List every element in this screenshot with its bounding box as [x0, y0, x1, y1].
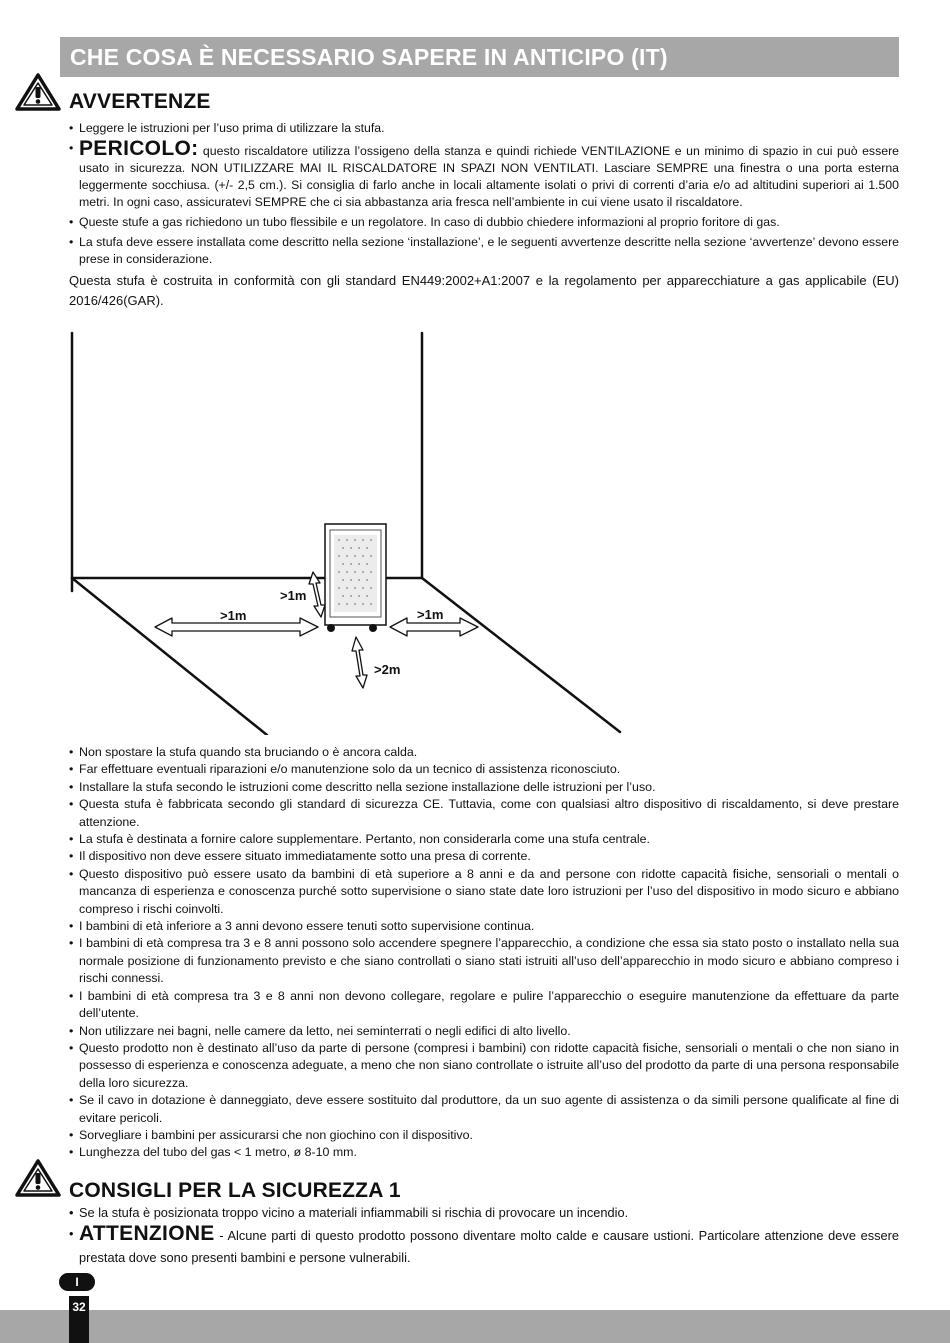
pericolo-text: questo riscaldatore utilizza l’ossigeno della stanza e quindi richiede VENTILAZIONE e un minimo di spazio in cui può essere usato in sicurezza. NON UTILIZZARE MAI IL RISCALDATORE IN SPAZI NON VENTILATI. Lasciare SEMPRE una finestra o una porta esterna leggermente socchiusa. (+/- 2,5 cm.). Si consiglia di farlo anche in locali altamente isolati o privi di correnti d’aria e/o ad altitudini superiori ai 1.500 metri. In ogni caso, assicuratevi SEMPRE che ci sia abbastanza aria fresca nell’ambiente in cui viene usato il riscaldatore.	[79, 144, 900, 209]
page-title: CHE COSA È NECESSARIO SAPERE IN ANTICIPO (IT)	[70, 43, 668, 70]
label-clearance-left: >1m	[220, 608, 247, 623]
list-item: • Questa stufa è fabbricata secondo gli standard di sicurezza CE. Tuttavia, come con qualsiasi altro dispositivo di riscaldamento, si deve prestare attenzione.	[69, 797, 899, 829]
clearance-diagram	[60, 325, 630, 735]
safety-bullet-list	[69, 744, 899, 1162]
conformity-text: Questa stufa è costruita in conformità con gli standard EN449:2002+A1:2007 e la regolamento per apparecchiature a gas applicabile (EU) 2016/426(GAR).	[69, 273, 899, 308]
section-title-consigli: CONSIGLI PER LA SICUREZZA 1	[69, 1179, 401, 1202]
list-item: • Leggere le istruzioni per l’uso prima di utilizzare la stufa.	[69, 121, 385, 135]
consigli-block	[69, 1203, 899, 1269]
list-item: • I bambini di età compresa tra 3 e 8 anni possono solo accendere spegnere l’apparecchio, a condizione che essa sia stato posto o installato nella sua normale posizione di funzionamento previsto e che siano controllati o siano stati istruiti all’uso dell’apparecchio in modo sicuro e abbiano compreso i rischi connessi.	[69, 936, 899, 986]
avvertenze-block	[69, 120, 899, 311]
list-item: • I bambini di età inferiore a 3 anni devono essere tenuti sotto supervisione continua.	[69, 919, 535, 934]
list-item: • Far effettuare eventuali riparazioni e/o manutenzione solo da un tecnico di assistenza riconosciuto.	[69, 762, 621, 777]
list-item: • Non utilizzare nei bagni, nelle camere da letto, nei seminterrati o negli edifici di alto livello.	[69, 1023, 571, 1038]
list-item: • I bambini di età compresa tra 3 e 8 anni non devono collegare, regolare e pulire l’apparecchio o eseguire manutenzione da effettuare da parte dell’utente.	[69, 988, 899, 1021]
list-item: • Installare la stufa secondo le istruzioni come descritto nella sezione installazione delle istruzioni per l’uso.	[69, 779, 656, 794]
pericolo-item: • PERICOLO: questo riscaldatore utilizza l’ossigeno della stanza e quindi richiede VENTILAZIONE e un minimo di spazio in cui può essere usato in sicurezza. NON UTILIZZARE MAI IL RISCALDATORE IN SPAZI NON VENTILATI. Lasciare SEMPRE una finestra o una porta esterna leggermente socchiusa. (+/- 2,5 cm.). Si consiglia di farlo anche in locali altamente isolati o privi di correnti d’aria e/o ad altitudini superiori ai 1.500 metri. In ogni caso, assicuratevi SEMPRE che ci sia abbastanza aria fresca nell’ambiente in cui viene usato il riscaldatore.	[69, 137, 900, 209]
list-item: • Sorvegliare i bambini per assicurarsi che non giochino con il dispositivo.	[69, 1127, 473, 1142]
attenzione-label: ATTENZIONE	[79, 1222, 215, 1245]
list-item: • Se la stufa è posizionata troppo vicino a materiali infiammabili si rischia di provocare un incendio.	[69, 1205, 629, 1220]
section-title-avvertenze: AVVERTENZE	[69, 90, 211, 113]
list-item: • Lunghezza del tubo del gas < 1 metro, ø 8-10 mm.	[69, 1145, 357, 1160]
list-item: • La stufa deve essere installata come descritto nella sezione ‘installazione’, e le seguenti avvertenze descritte nella sezione ‘avvertenze’ devono essere prese in considerazione.	[69, 235, 899, 266]
list-item: • Queste stufe a gas richiedono un tubo flessibile e un regolatore. In caso di dubbio chiedere informazioni al proprio foritore di gas.	[69, 215, 780, 229]
list-item: • Questo dispositivo può essere usato da bambini di età superiore a 8 anni e da and persone con ridotte capacità fisiche, sensoriali o mentali o mancanza di esperienza e conoscenza purché sotto supervisione o siano state date loro istruzioni per l’uso del dispositivo in modo sicuro e abbiano compreso i rischi coinvolti.	[69, 866, 899, 916]
warning-triangle-icon	[14, 72, 62, 112]
language-badge: I	[59, 1273, 95, 1291]
list-item: • Non spostare la stufa quando sta bruciando o è ancora calda.	[69, 745, 418, 759]
list-item: • Il dispositivo non deve essere situato immediatamente sotto una presa di corrente.	[69, 849, 531, 864]
attenzione-text: - Alcune parti di questo prodotto possono diventare molto calde e causare ustioni. Particolare attenzione deve essere prestata dove sono presenti bambini e persone vulnerabili.	[79, 1228, 899, 1265]
label-clearance-top: >1m	[280, 588, 307, 603]
header-bar	[60, 37, 899, 77]
pericolo-label: PERICOLO:	[79, 137, 199, 160]
warning-triangle-icon	[14, 1158, 62, 1198]
footer-bar	[0, 1310, 950, 1343]
page-number: 32	[69, 1296, 89, 1343]
list-item: • La stufa è destinata a fornire calore supplementare. Pertanto, non considerarla come una stufa centrale.	[69, 832, 650, 847]
list-item: • Se il cavo in dotazione è danneggiato, deve essere sostituito dal produttore, da un suo agente di assistenza o da simili persone qualificate al fine di evitare pericoli.	[69, 1093, 899, 1125]
arrow-front	[352, 637, 367, 688]
attenzione-item: • ATTENZIONE - Alcune parti di questo prodotto possono diventare molto calde e causare ustioni. Particolare attenzione deve essere prestata dove sono presenti bambini e persone vulnerabili.	[69, 1222, 899, 1265]
heater-icon	[325, 524, 386, 632]
list-item: • Questo prodotto non è destinato all’uso da parte di persone (compresi i bambini) con ridotte capacità fisiche, sensoriali o mentali o che non siano in possesso di esperienza e conoscenza adeguate, a meno che non siano controllate o istruite all’uso del prodotto da parte di una persona responsabile della loro sicurezza.	[69, 1040, 899, 1090]
label-clearance-front: >2m	[374, 662, 401, 677]
label-clearance-right: >1m	[417, 607, 444, 622]
